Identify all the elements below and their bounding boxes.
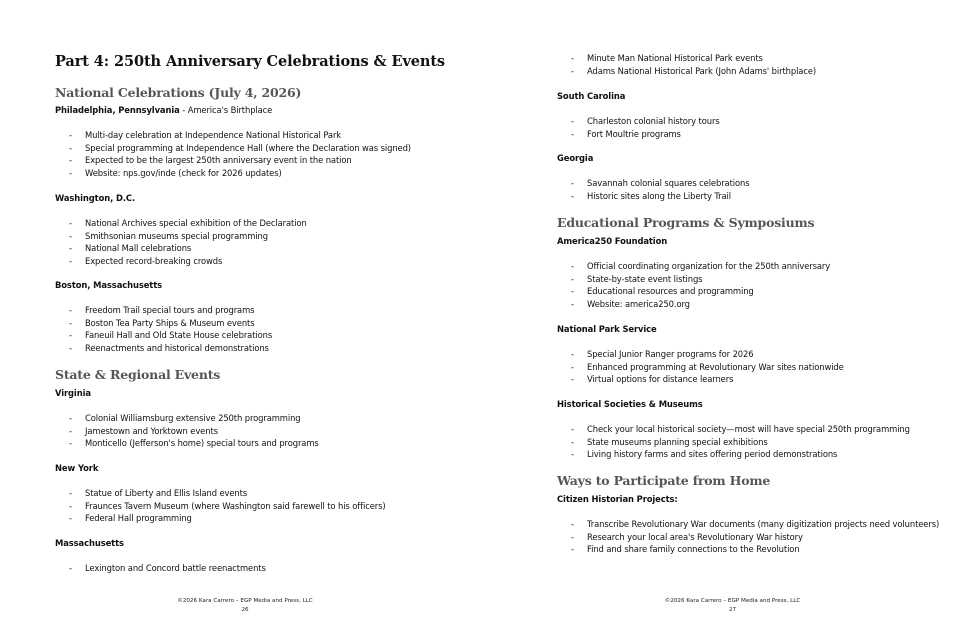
- bullet-dash: -: [69, 255, 72, 266]
- page-27: [490, 0, 975, 628]
- group-label-text: Philadelphia, Pennsylvania: [55, 105, 180, 115]
- bullet-dash: -: [571, 544, 574, 554]
- group-label-suffix: - America's Birthplace: [179, 105, 273, 115]
- list-boston: [55, 304, 272, 354]
- bullet-dash: -: [571, 436, 574, 447]
- list-national-park-service: [557, 348, 844, 386]
- section-heading-participate-from-home: Ways to Participate from Home: [557, 473, 771, 488]
- bullet-dash: -: [69, 142, 72, 153]
- bullet-dash: -: [571, 116, 574, 126]
- bullet-dash: -: [571, 65, 574, 76]
- part-title: Part 4: 250th Anniversary Celebrations & Events: [55, 53, 445, 70]
- group-label-national-park-service: National Park Service: [557, 324, 657, 334]
- list-item: - Expected to be the largest 250th anniversary event in the nation: [69, 155, 352, 165]
- bullet-dash: -: [69, 425, 72, 436]
- list-virginia: [55, 412, 319, 450]
- list-item: - Educational resources and programming: [571, 286, 754, 296]
- bullet-dash: -: [69, 130, 72, 140]
- bullet-dash: -: [69, 513, 72, 523]
- list-item: - Research your local area's Revolutionary War history: [571, 531, 803, 542]
- group-label-america250: America250 Foundation: [557, 236, 668, 246]
- group-label-washington: Washington, D.C.: [55, 193, 136, 203]
- bullet-dash: -: [571, 178, 574, 188]
- list-item: - Colonial Williamsburg extensive 250th programming: [69, 413, 301, 423]
- bullet-dash: -: [571, 128, 574, 139]
- list-item: - Charleston colonial history tours: [571, 116, 720, 126]
- list-item: - Enhanced programming at Revolutionary War sites nationwide: [571, 361, 844, 372]
- bullet-dash: -: [571, 261, 574, 271]
- bullet-dash: -: [69, 230, 72, 241]
- list-item: - Savannah colonial squares celebrations: [571, 178, 750, 188]
- group-label-massachusetts: Massachusetts: [55, 538, 124, 548]
- list-item: - Federal Hall programming: [69, 513, 192, 523]
- page-number: 26: [241, 607, 249, 613]
- list-georgia: [557, 177, 749, 202]
- list-item: - Expected record-breaking crowds: [69, 255, 223, 266]
- list-item: - National Archives special exhibition of the Declaration: [69, 218, 307, 228]
- list-massachusetts: [55, 562, 266, 575]
- copyright-text: ©2026 Kara Carrero – EGP Media and Press, LLC: [177, 598, 313, 604]
- list-item: - Boston Tea Party Ships & Museum events: [69, 317, 255, 328]
- bullet-dash: -: [69, 155, 72, 165]
- section-heading-national-celebrations: National Celebrations (July 4, 2026): [55, 85, 302, 100]
- group-label-historical-societies: Historical Societies & Museums: [557, 399, 703, 409]
- bullet-dash: -: [571, 298, 574, 309]
- bullet-dash: -: [69, 488, 72, 498]
- bullet-dash: -: [571, 53, 574, 63]
- list-america250: [557, 260, 830, 310]
- bullet-dash: -: [571, 273, 574, 284]
- bullet-dash: -: [69, 243, 72, 253]
- bullet-dash: -: [69, 167, 72, 178]
- bullet-dash: -: [69, 563, 72, 573]
- list-item: - Fort Moultrie programs: [571, 128, 681, 139]
- bullet-dash: -: [571, 286, 574, 296]
- list-south-carolina: [557, 115, 720, 140]
- group-label-philadelphia: [55, 105, 272, 115]
- page-footer: [490, 597, 975, 615]
- page-footer: [0, 597, 490, 615]
- list-philadelphia: [55, 129, 411, 179]
- bullet-dash: -: [571, 190, 574, 201]
- list-item: - Website: america250.org: [571, 298, 690, 309]
- list-item: - Website: nps.gov/inde (check for 2026 updates): [69, 167, 282, 178]
- bullet-dash: -: [69, 305, 72, 315]
- list-item: - Smithsonian museums special programming: [69, 230, 268, 241]
- group-label-south-carolina: South Carolina: [557, 91, 626, 101]
- bullet-dash: -: [571, 349, 574, 359]
- copyright-text: ©2026 Kara Carrero – EGP Media and Press, LLC: [664, 598, 801, 604]
- bullet-dash: -: [69, 317, 72, 328]
- list-item: - Living history farms and sites offering period demonstrations: [571, 449, 838, 459]
- bullet-dash: -: [571, 374, 574, 384]
- list-item: - Virtual options for distance learners: [571, 374, 734, 384]
- list-item: - Jamestown and Yorktown events: [69, 425, 218, 436]
- list-item: - Minute Man National Historical Park events: [571, 53, 763, 63]
- list-item: - Find and share family connections to the Revolution: [571, 544, 800, 554]
- bullet-dash: -: [69, 218, 72, 228]
- bullet-dash: -: [571, 531, 574, 542]
- list-massachusetts-continued: [557, 52, 816, 77]
- bullet-dash: -: [69, 413, 72, 423]
- bullet-dash: -: [69, 342, 72, 353]
- list-item: - Check your local historical society—most will have special 250th programming: [571, 424, 910, 434]
- list-item: - Special programming at Independence Hall (where the Declaration was signed): [69, 142, 411, 153]
- list-item: - Special Junior Ranger programs for 2026: [571, 349, 754, 359]
- group-label-virginia: Virginia: [55, 388, 91, 398]
- bullet-dash: -: [571, 361, 574, 372]
- list-new-york: [55, 487, 386, 525]
- bullet-dash: -: [69, 500, 72, 511]
- list-item: - Monticello (Jefferson's home) special tours and programs: [69, 438, 319, 448]
- page-number: 27: [728, 607, 737, 613]
- list-item: - Statue of Liberty and Ellis Island events: [69, 488, 248, 498]
- list-item: - Faneuil Hall and Old State House celebrations: [69, 330, 273, 340]
- group-label-boston: Boston, Massachusetts: [55, 280, 162, 290]
- list-item: - State museums planning special exhibitions: [571, 436, 768, 447]
- bullet-dash: -: [571, 449, 574, 459]
- list-item: - Fraunces Tavern Museum (where Washington said farewell to his officers): [69, 500, 386, 511]
- section-heading-state-regional: State & Regional Events: [55, 367, 221, 382]
- group-label-citizen-historian: Citizen Historian Projects:: [557, 494, 678, 504]
- list-item: - Multi-day celebration at Independence National Historical Park: [69, 130, 342, 140]
- list-item: - Reenactments and historical demonstrations: [69, 342, 269, 353]
- list-item: - Adams National Historical Park (John Adams' birthplace): [571, 65, 817, 76]
- list-item: - Transcribe Revolutionary War documents (many digitization projects need volunteers): [571, 519, 940, 529]
- bullet-dash: -: [69, 438, 72, 448]
- list-item: - Lexington and Concord battle reenactments: [69, 563, 266, 573]
- list-item: - Freedom Trail special tours and programs: [69, 305, 255, 315]
- list-citizen-historian: [557, 518, 939, 556]
- bullet-dash: -: [571, 519, 574, 529]
- list-item: - Historic sites along the Liberty Trail: [571, 190, 731, 201]
- group-label-georgia: Georgia: [557, 153, 594, 163]
- bullet-dash: -: [69, 330, 72, 340]
- list-washington: [55, 217, 307, 267]
- bullet-dash: -: [571, 424, 574, 434]
- list-historical-societies: [557, 423, 910, 461]
- list-item: - State-by-state event listings: [571, 273, 703, 284]
- list-item: - National Mall celebrations: [69, 243, 192, 253]
- group-label-new-york: New York: [55, 463, 99, 473]
- list-item: - Official coordinating organization for the 250th anniversary: [571, 261, 831, 271]
- section-heading-educational: Educational Programs & Symposiums: [557, 215, 815, 230]
